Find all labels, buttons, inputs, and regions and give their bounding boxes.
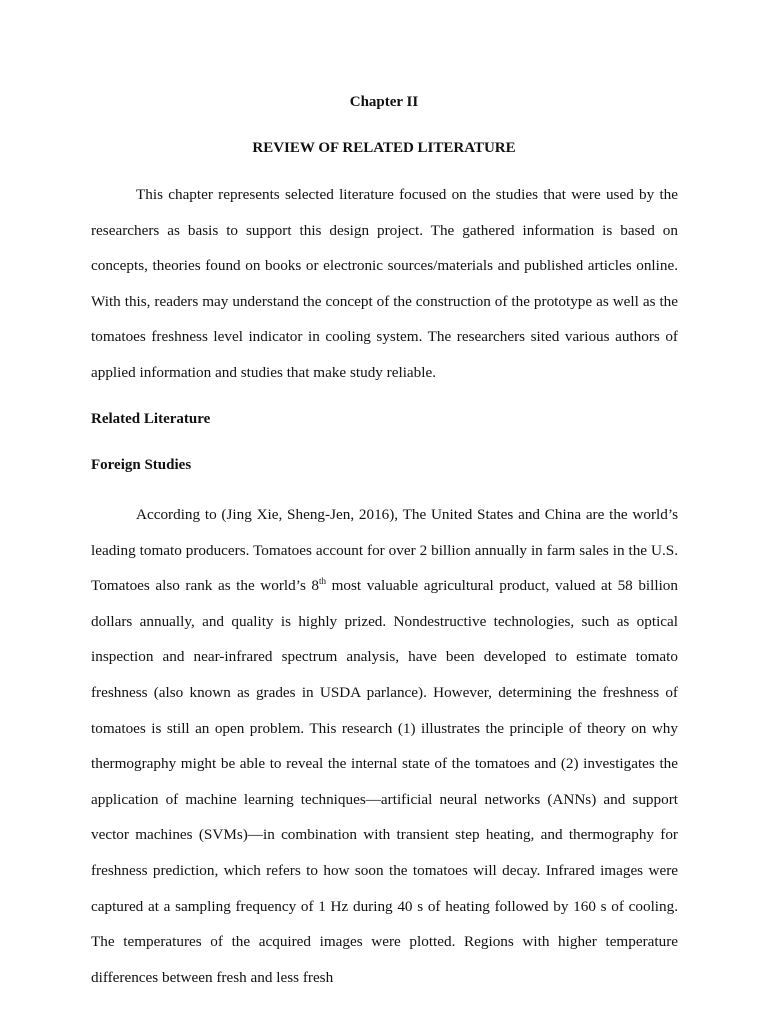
foreign-studies-paragraph bbox=[91, 497, 678, 995]
intro-paragraph bbox=[91, 177, 678, 391]
foreign-text-before-superscript: According to (Jing Xie, Sheng-Jen, 2016), The United States and China are the world’s leading tomato producers. Tomatoes account for over 2 billion annually in farm sales in the U.S. Tomatoes also rank as the world’s 8 bbox=[91, 506, 678, 595]
section-heading-related-literature: Related Literature bbox=[91, 411, 211, 427]
ordinal-superscript: th bbox=[319, 576, 327, 587]
foreign-text-after-superscript: most valuable agricultural product, valued at 58 billion dollars annually, and quality is highly prized. Nondestructive technologies, such as optical inspection and near-infrared spectrum analysis, have been developed to estimate tomato freshness (also known as grades in USDA parlance). However, determining the freshness of tomatoes is still an open problem. This research (1) illustrates the principle of theory on why thermography might be able to reveal the internal state of the tomatoes and (2) investigates the application of machine learning techniques—artificial neural networks (ANNs) and support vector machines (SVMs)—in combination with transient step heating, and thermography for freshness prediction, which refers to how soon the tomatoes will decay. Infrared images were captured at a sampling frequency of 1 Hz during 40 s of heating followed by 160 s of cooling. The temperatures of the acquired images were plotted. Regions with higher temperature differences between fresh and less fresh bbox=[91, 577, 678, 986]
chapter-label: Chapter II bbox=[349, 94, 419, 110]
page-title: REVIEW OF RELATED LITERATURE bbox=[252, 140, 516, 156]
section-heading-foreign-studies: Foreign Studies bbox=[91, 457, 192, 473]
intro-paragraph-text: This chapter represents selected literature focused on the studies that were used by the researchers as basis to support this design project. The gathered information is based on concepts, theories found on books or electronic sources/materials and published articles online. With this, readers may understand the concept of the construction of the prototype as well as the tomatoes freshness level indicator in cooling system. The researchers sited various authors of applied information and studies that make study reliable. bbox=[91, 186, 678, 381]
